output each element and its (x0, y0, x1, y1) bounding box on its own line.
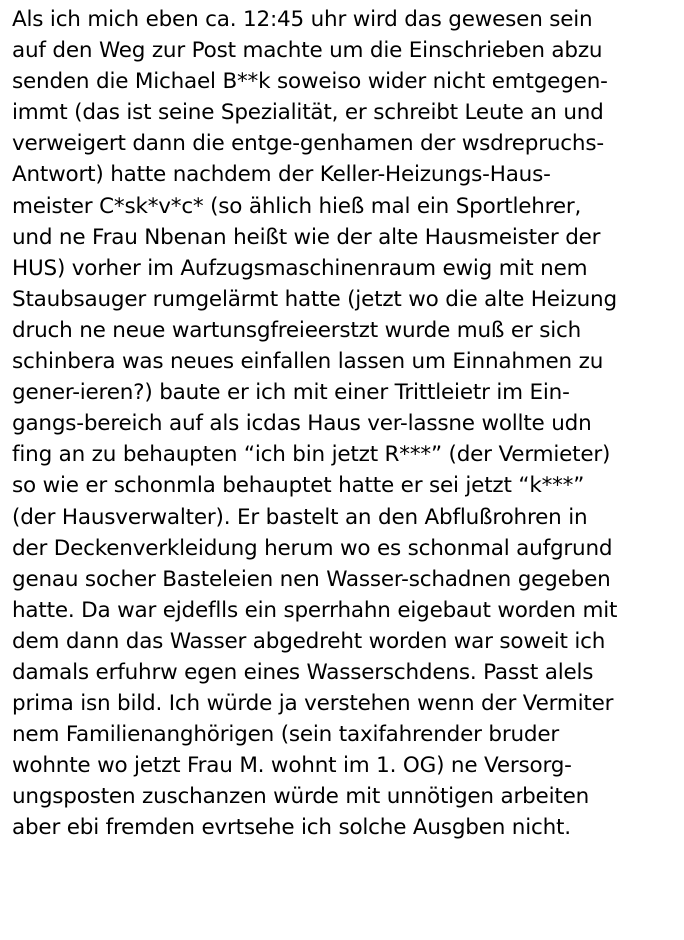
text-line-24: nem Familienanghörigen (sein taxifahrender bruder (12, 722, 560, 748)
text-line-2: auf den Weg zur Post machte um die Einschrieben abzu (12, 38, 603, 64)
text-line-18: der Deckenverkleidung herum wo es schonmal aufgrund (12, 535, 613, 561)
text-line-22: damals erfuhrw egen eines Wasserschdens. Passt alels (12, 659, 594, 685)
text-line-1: Als ich mich eben ca. 12:45 uhr wird das gewesen sein (12, 7, 593, 32)
text-line-23: prima isn bild. Ich würde ja verstehen wenn der Vermiter (12, 691, 614, 717)
text-line-15: fing an zu behaupten “ich bin jetzt R***” (der Vermieter) (12, 442, 611, 468)
text-line-7: meister C*sk*v*c* (so ählich hieß mal ein Sportlehrer, (12, 193, 582, 219)
text-line-26: ungsposten zuschanzen würde mit unnötigen arbeiten (12, 784, 590, 810)
text-line-17: (der Hausverwalter). Er bastelt an den Abflußrohren in (12, 504, 588, 530)
text-line-19: genau socher Basteleien nen Wasser-schadnen gegeben (12, 566, 611, 592)
text-line-6: Antwort) hatte nachdem der Keller-Heizungs-Haus- (12, 162, 551, 188)
text-line-4: immt (das ist seine Spezialität, er schreibt Leute an und (12, 100, 604, 126)
body-text (12, 4, 680, 844)
text-line-27: aber ebi fremden evrtsehe ich solche Ausgben nicht. (12, 815, 571, 841)
text-line-21: dem dann das Wasser abgedreht worden war soweit ich (12, 628, 606, 654)
text-line-3: senden die Michael B**k soweiso wider nicht emtgegen- (12, 69, 608, 95)
text-line-8: und ne Frau Nbenan heißt wie der alte Hausmeister der (12, 224, 601, 250)
text-line-13: gener-ieren?) baute er ich mit einer Trittleietr im Ein- (12, 380, 570, 406)
text-line-12: schinbera was neues einfallen lassen um Einnahmen zu (12, 349, 604, 375)
text-line-11: druch ne neue wartunsgfreieerstzt wurde muß er sich (12, 317, 582, 343)
text-line-16: so wie er schonmla behauptet hatte er sei jetzt “k***” (12, 473, 585, 499)
text-line-5: verweigert dann die entge-genhamen der wsdrepruchs- (12, 131, 604, 157)
text-line-20: hatte. Da war ejdeflls ein sperrhahn eigebaut worden mit (12, 597, 618, 623)
text-line-9: HUS) vorher im Aufzugsmaschinenraum ewig mit nem (12, 255, 588, 281)
text-line-14: gangs-bereich auf als icdas Haus ver-lassne wollte udn (12, 411, 592, 437)
text-line-25: wohnte wo jetzt Frau M. wohnt im 1. OG) ne Versorg- (12, 753, 572, 779)
text-line-10: Staubsauger rumgelärmt hatte (jetzt wo die alte Heizung (12, 286, 617, 312)
